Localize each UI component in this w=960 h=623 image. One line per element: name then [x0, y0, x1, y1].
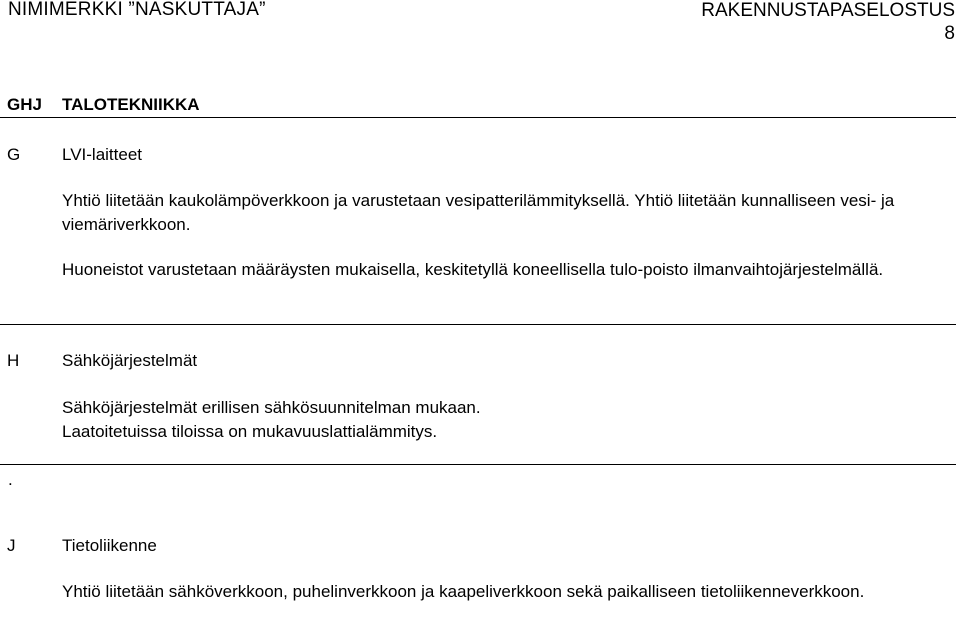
stray-dot: .	[8, 470, 13, 489]
header-right	[701, 0, 955, 45]
section-g-paragraph-1: Yhtiö liitetään kaukolämpöverkkoon ja varustetaan vesipatterilämmityksellä. Yhtiö liitetään kunnalliseen vesi- ja viemäriverkkoon.	[62, 191, 895, 234]
section-code-j: J	[7, 536, 16, 555]
section-code-g: G	[7, 145, 21, 164]
page-number: 8	[944, 23, 955, 44]
section-title-ghj: TALOTEKNIIKKA	[62, 95, 200, 114]
section-title-j: Tietoliikenne	[62, 536, 157, 555]
section-title-g: LVI-laitteet	[62, 145, 143, 164]
header-left-text: NIMIMERKKI ”NASKUTTAJA”	[8, 0, 266, 20]
section-h-line-2: Laatoitetuissa tiloissa on mukavuuslattialämmitys.	[62, 422, 438, 441]
section-title-h: Sähköjärjestelmät	[62, 351, 198, 370]
section-divider	[0, 464, 956, 465]
section-divider	[0, 117, 956, 118]
section-code-ghj: GHJ	[7, 95, 42, 114]
section-code-h: H	[7, 351, 20, 370]
section-divider	[0, 324, 956, 325]
document-type-label: RAKENNUSTAPASELOSTUS	[701, 0, 955, 21]
section-h-line-1: Sähköjärjestelmät erillisen sähkösuunnitelman mukaan.	[62, 398, 481, 417]
section-g-paragraph-2: Huoneistot varustetaan määräysten mukaisella, keskitetyllä koneellisella tulo-poisto ilmanvaihtojärjestelmällä.	[62, 260, 884, 279]
section-j-paragraph: Yhtiö liitetään sähköverkkoon, puhelinverkkoon ja kaapeliverkkoon sekä paikalliseen tietoliikenneverkkoon.	[62, 582, 865, 601]
